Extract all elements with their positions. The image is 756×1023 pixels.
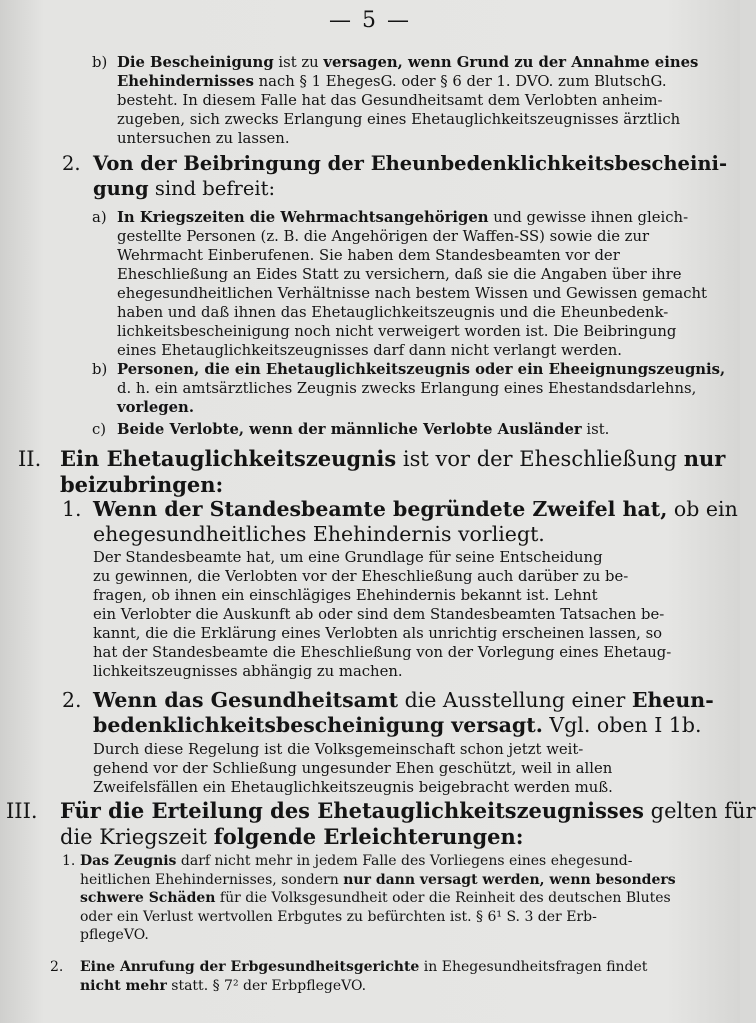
- text-run: pflegeVO.: [80, 927, 149, 944]
- text-line: [117, 420, 707, 439]
- text-line: [117, 246, 707, 265]
- page-number: — 5 —: [329, 8, 411, 33]
- text-run: gestellte Personen (z. B. die Angehörigen der Waffen-SS) sowie die zur: [117, 228, 650, 245]
- text-run: zugeben, sich zwecks Erlangung eines Ehetauglichkeitszeugnisses ärztlich: [117, 111, 681, 128]
- II-1-heading: [93, 497, 738, 547]
- bold-run: vorlegen.: [117, 399, 194, 416]
- bold-run: nicht mehr: [80, 977, 167, 994]
- section-II-label: II.: [18, 447, 42, 471]
- text-run: gelten für: [643, 799, 756, 823]
- text-run: oder ein Verlust wertvollen Erbgutes zu befürchten ist. § 6¹ S. 3 der Erb-: [80, 908, 597, 925]
- text-run: eines Ehetauglichkeitszeugnisses darf dann nicht verlangt werden.: [117, 342, 622, 359]
- III-2-label: 2.: [50, 959, 64, 975]
- text-line: [93, 177, 713, 202]
- paragraph-line: hat der Standesbeamte die Eheschließung von der Vorlegung eines Ehetaug-: [93, 644, 672, 661]
- bold-run: Eine Anrufung der Erbgesundheitsgerichte: [80, 959, 420, 975]
- text-line: [117, 265, 707, 284]
- text-run: ist vor der Eheschließung: [396, 447, 684, 471]
- text-run: ehegesundheitliches Ehehindernis vorliegt.: [93, 522, 545, 546]
- text-line: [117, 341, 707, 360]
- bold-run: In Kriegszeiten die Wehrmachtsangehörigen: [117, 209, 489, 226]
- text-line: [60, 824, 715, 850]
- text-line: [117, 110, 702, 129]
- text-run: ob ein: [667, 497, 738, 521]
- bold-run: Eheun-: [631, 688, 714, 712]
- text-run: für die Volksgesundheit oder die Reinheit des deutschen Blutes: [215, 890, 671, 907]
- point-2b-text: [117, 360, 726, 417]
- text-run: besteht. In diesem Falle hat das Gesundheitsamt dem Verlobten anheim-: [117, 92, 663, 109]
- paragraph-line: kannt, die die Erklärung eines Verlobten als unrichtig erscheinen lassen, so: [93, 625, 663, 642]
- bold-run: Personen, die ein Ehetauglichkeitszeugnis oder ein Eheeignungszeugnis,: [117, 361, 726, 378]
- text-run: die Ausstellung einer: [398, 688, 632, 712]
- II-2-label: 2.: [62, 688, 82, 712]
- text-run: statt. § 7² der ErbpflegeVO.: [166, 977, 367, 994]
- paragraph-line: Zweifelsfällen ein Ehetauglichkeitszeugnis beigebracht werden muß.: [93, 779, 613, 796]
- bold-run: Beide Verlobte, wenn der männliche Verlobte Ausländer: [117, 421, 582, 438]
- II-2-paragraph: [93, 740, 708, 797]
- text-run: darf nicht mehr in jedem Falle des Vorliegens eines ehegesund-: [176, 853, 633, 869]
- II-1-label: 1.: [62, 497, 82, 521]
- bold-run: gung: [93, 176, 149, 200]
- text-line: [93, 522, 713, 547]
- text-run: ist.: [581, 421, 610, 438]
- text-line: [117, 129, 702, 148]
- text-run: die Kriegszeit: [60, 825, 214, 849]
- section-II-heading: [60, 446, 726, 498]
- text-line: [93, 497, 738, 522]
- text-line: [80, 889, 710, 908]
- point-2c-label: c): [92, 421, 107, 438]
- text-line: [60, 798, 756, 824]
- text-line: [117, 398, 707, 417]
- paragraph-line: Durch diese Regelung ist die Volksgemeinschaft schon jetzt weit-: [93, 741, 584, 758]
- bold-run: Das Zeugnis: [80, 853, 177, 869]
- text-run: Eheschließung an Eides Statt zu versichern, daß sie die Angaben über ihre: [117, 266, 682, 283]
- text-run: lichkeitsbescheinigung noch nicht verweigert worden ist. Die Beibringung: [117, 323, 677, 340]
- text-line: [117, 322, 707, 341]
- text-run: sind befreit:: [148, 176, 276, 200]
- text-line: [117, 72, 702, 91]
- section-III-label: III.: [6, 799, 38, 823]
- bold-run: nur dann versagt werden, wenn besonders: [343, 871, 676, 888]
- II-1-paragraph: [93, 548, 708, 681]
- text-line: [93, 152, 728, 177]
- bold-run: Die Bescheinigung: [117, 54, 274, 71]
- bold-run: versagen, wenn Grund zu der Annahme eines: [323, 54, 699, 71]
- text-run: d. h. ein amtsärztliches Zeugnis zwecks Erlangung eines Ehestandsdarlehns,: [117, 380, 697, 397]
- text-line: [117, 91, 702, 110]
- text-line: [117, 303, 707, 322]
- text-line: [80, 977, 710, 996]
- text-run: ehegesundheitlichen Verhältnisse nach bestem Wissen und Gewissen gemacht: [117, 285, 707, 302]
- text-run: haben und daß ihnen das Ehetauglichkeitszeugnis und die Eheunbedenk-: [117, 304, 669, 321]
- III-2-text: [80, 958, 710, 995]
- III-1-text: [80, 852, 710, 945]
- text-run: in Ehegesundheitsfragen findet: [419, 959, 648, 975]
- bold-run: Wenn der Standesbeamte begründete Zweifel hat,: [93, 497, 668, 521]
- text-line: [117, 53, 702, 72]
- text-line: [117, 227, 707, 246]
- bold-run: Ein Ehetauglichkeitszeugnis: [60, 446, 397, 471]
- item-label: b): [92, 54, 108, 71]
- section-b-text: [117, 53, 702, 148]
- bold-run: Wenn das Gesundheitsamt: [93, 688, 399, 712]
- text-line: [80, 908, 710, 927]
- bold-run: nur: [683, 446, 726, 471]
- text-run: und gewisse ihnen gleich-: [488, 209, 689, 226]
- point-2c-text: [117, 420, 707, 439]
- paragraph-line: gehend vor der Schließung ungesunder Ehen geschützt, weil in allen: [93, 760, 613, 777]
- text-run: untersuchen zu lassen.: [117, 130, 290, 147]
- section-b: [92, 53, 107, 72]
- paragraph-line: Der Standesbeamte hat, um eine Grundlage für seine Entscheidung: [93, 549, 603, 566]
- paragraph-line: zu gewinnen, die Verlobten vor der Eheschließung auch darüber zu be-: [93, 568, 629, 585]
- text-run: ist zu: [273, 54, 324, 71]
- text-line: [93, 713, 713, 738]
- text-line: [80, 926, 710, 945]
- text-line: [117, 284, 707, 303]
- text-line: [60, 472, 715, 498]
- text-line: [93, 688, 713, 713]
- bold-run: Von der Beibringung der Eheunbedenklichkeitsbescheini-: [93, 152, 728, 175]
- point-2a-text: [117, 208, 707, 360]
- point-2-label: 2.: [62, 152, 81, 175]
- text-line: [60, 446, 726, 472]
- section-III-heading: [60, 798, 756, 850]
- text-line: [117, 360, 726, 379]
- III-1-label: 1.: [62, 853, 76, 869]
- bold-run: Für die Erteilung des Ehetauglichkeitszeugnisses: [60, 798, 644, 823]
- paragraph-line: ein Verlobter die Auskunft ab oder sind dem Standesbeamten Tatsachen be-: [93, 606, 665, 623]
- point-2a-label: a): [92, 209, 107, 226]
- point-2b-label: b): [92, 361, 108, 378]
- paragraph-line: fragen, ob ihnen ein einschlägiges Ehehindernis bekannt ist. Lehnt: [93, 587, 598, 604]
- bold-run: Ehehindernisses: [117, 73, 254, 90]
- II-2-heading: [93, 688, 713, 738]
- bold-run: schwere Schäden: [80, 890, 216, 907]
- text-line: [117, 208, 707, 227]
- bold-run: bedenklichkeitsbescheinigung versagt.: [93, 713, 543, 737]
- point-2-heading: [93, 152, 728, 201]
- text-line: [80, 871, 710, 890]
- text-line: [80, 958, 710, 977]
- text-run: Vgl. oben I 1b.: [542, 713, 702, 737]
- text-run: heitlichen Ehehindernisses, sondern: [80, 871, 344, 888]
- bold-run: folgende Erleichterungen:: [213, 824, 524, 849]
- bold-run: beizubringen:: [60, 472, 224, 497]
- text-line: [80, 852, 710, 871]
- paragraph-line: lichkeitszeugnisses abhängig zu machen.: [93, 663, 403, 680]
- text-line: [117, 379, 707, 398]
- text-run: nach § 1 EhegesG. oder § 6 der 1. DVO. zum BlutschG.: [253, 73, 667, 90]
- text-run: Wehrmacht Einberufenen. Sie haben dem Standesbeamten vor der: [117, 247, 620, 264]
